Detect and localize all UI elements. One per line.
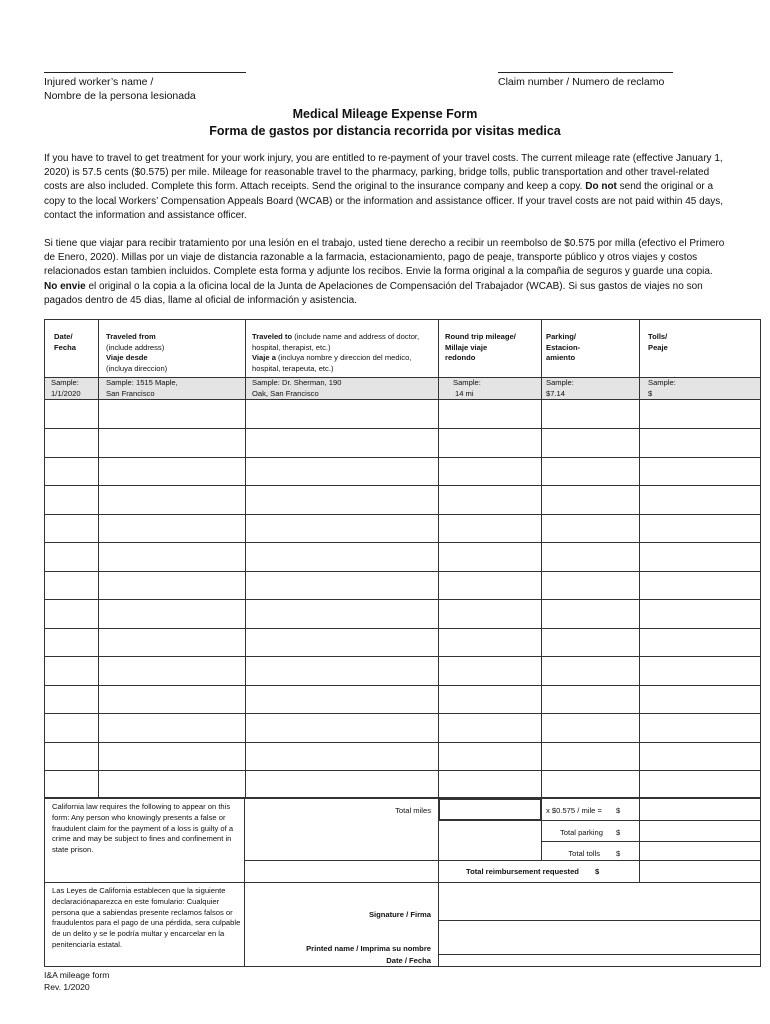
header-parking-en: Parking/: [546, 332, 576, 341]
rate-dollar: $: [616, 806, 621, 815]
totals-right-column: [541, 798, 640, 861]
intro-es-part2: el original o la copia a la oficina local de la Junta de Apelaciones de Compensación del Trabajador (WCAB). Si sus gastos de viajes no son pagados dentro de 45 dias, llame al oficial de información y asistencia.: [44, 280, 703, 306]
legal-notice-es-box: [44, 882, 245, 967]
sample-mileage: [453, 378, 481, 399]
printed-name-line: [438, 954, 761, 955]
row-divider: [45, 428, 760, 429]
header-date-es: Fecha: [54, 342, 76, 352]
row-divider: [45, 571, 760, 572]
injured-name-label-es: Nombre de la persona lesionada: [44, 90, 196, 102]
header-parking-es2: amiento: [546, 353, 576, 363]
sample-date: [51, 378, 81, 399]
row-divider: [45, 685, 760, 686]
sample-parking-label: Sample:: [546, 378, 574, 387]
date-label: Date / Fecha: [386, 956, 431, 965]
sample-mileage-value: 14 mi: [455, 388, 474, 398]
header-date-en: Date/: [54, 332, 73, 341]
footer-revision: Rev. 1/2020: [44, 982, 90, 992]
row-divider: [45, 599, 760, 600]
header-mileage-en: Round trip mileage/: [445, 332, 516, 341]
sample-from: [106, 378, 178, 399]
sample-from-line1: Sample: 1515 Maple,: [106, 378, 178, 387]
header-to-es-note2: hospital, terapeuta, etc.): [252, 363, 334, 373]
row-divider: [45, 628, 760, 629]
sample-parking-value: $7.14: [546, 388, 566, 398]
total-parking-label: Total parking: [559, 828, 603, 837]
rate-label: x $0.575 / mile =: [546, 806, 602, 815]
col-divider: [541, 320, 542, 797]
sample-from-line2: San Francisco: [106, 388, 155, 398]
legal-notice-en: California law requires the following to appear on this form: Any person who knowingly presents a false or fraudulent claim for the payment of a loss is guilty of a crime and may be subject to fines and confinement in state prison.: [52, 802, 234, 855]
header-tolls: [648, 332, 668, 353]
intro-en-part1: If you have to travel to get treatment for your work injury, you are entitled to re-payment of your travel costs. The current mileage rate (effective January 1, 2020) is 57.5 cents ($0.575) per mile. Mileage for reasonable travel to the pharmacy, parking, bridge tolls, public transportation and other travel-related costs are also included. Complete this form. Attach receipts. Send the original to the insurance company and keep a copy.: [44, 153, 723, 193]
header-traveled-to: [252, 332, 419, 374]
col-divider: [639, 320, 640, 797]
header-round-trip-mileage: [445, 332, 516, 364]
row-divider: [45, 742, 760, 743]
form-title-es: Forma de gastos por distancia recorrida por visitas medica: [209, 124, 561, 138]
signature-line: [438, 920, 761, 921]
col-divider: [438, 320, 439, 797]
injured-name-label: [44, 75, 196, 103]
header-traveled-from: [106, 332, 167, 374]
amount-column-box[interactable]: [639, 798, 761, 861]
signature-label: Signature / Firma: [368, 910, 431, 919]
header-parking: [546, 332, 580, 364]
header-date: [54, 332, 76, 353]
row-divider: [45, 656, 760, 657]
sample-to-line1: Sample: Dr. Sherman, 190: [252, 378, 342, 387]
row-divider: [45, 713, 760, 714]
header-to-en-note2: hospital, therapist, etc.): [252, 342, 331, 352]
sample-tolls-label: Sample:: [648, 378, 676, 387]
header-mileage-es1: Millaje viaje: [445, 342, 488, 352]
legal-notice-es: Las Leyes de California establecen que la siguiente declaraciónaparezca en este fomulario: Cualquier persona que a sabiendas presente reclamos falsos or fraudulentos para el pago de una pérdida, sera culpable de un delito y se le podría multar y encarcelar en la penitenciaría estatal.: [52, 886, 241, 949]
total-reimbursement-dollar: $: [595, 867, 600, 876]
intro-paragraph-es: [44, 237, 727, 308]
header-to-en: Traveled to: [252, 332, 293, 341]
date-field[interactable]: [440, 956, 759, 966]
header-tolls-en: Tolls/: [648, 332, 668, 341]
printed-name-label: Printed name / Imprima su nombre: [306, 944, 431, 953]
row-divider: [45, 770, 760, 771]
intro-paragraph-en: [44, 152, 727, 223]
header-from-es: Viaje desde: [106, 353, 148, 363]
injured-name-label-en: Injured worker’s name /: [44, 76, 154, 88]
sample-to-line2: Oak, San Francisco: [252, 388, 319, 398]
intro-es-part1: Si tiene que viajar para recibir tratamiento por una lesión en el trabajo, usted tiene derecho a recibir un reembolso de $0.575 por milla (efectivo el Primero de Enero, 2020). Millas por un viaje de distancia razonable a la farmacia, estacionamiento, pago de peaje, transporte público y otros viajes y costos relacionados estan tambien incluidos. Complete esta forma y adjunte los recibos. Envie la forma original a la compañia de seguros y guarde una copia.: [44, 238, 725, 278]
printed-name-field[interactable]: [440, 922, 759, 953]
footer: [44, 969, 109, 993]
sample-tolls-value: $: [648, 388, 653, 398]
row-divider: [45, 457, 760, 458]
injured-name-line[interactable]: [44, 72, 246, 73]
header-from-en: Traveled from: [106, 332, 156, 341]
row-divider: [45, 514, 760, 515]
total-miles-label: Total miles: [395, 806, 431, 815]
footer-form-name: I&A mileage form: [44, 970, 110, 980]
tolls-dollar: $: [616, 849, 621, 858]
row-divider: [45, 485, 760, 486]
claim-number-line[interactable]: [498, 72, 673, 73]
header-to-en-note: (include name and address of doctor,: [292, 332, 420, 341]
total-miles-field[interactable]: [438, 798, 542, 821]
col-divider: [245, 320, 246, 797]
header-to-es: Viaje a: [252, 353, 276, 363]
sample-date-value: 1/1/2020: [51, 388, 81, 398]
col-divider: [98, 320, 99, 797]
legal-notice-en-box: [44, 798, 245, 883]
header-parking-es1: Estacion-: [546, 342, 581, 352]
header-to-es-note: (incluya nombre y direccion del medico,: [275, 353, 412, 363]
sample-date-label: Sample:: [51, 378, 79, 387]
header-from-es-note: (incluya direccion): [106, 363, 168, 373]
form-title-en: Medical Mileage Expense Form: [292, 107, 478, 121]
sample-tolls: [648, 378, 676, 399]
header-tolls-es: Peaje: [648, 342, 668, 352]
intro-en-part2: send the original or a copy to the local Workers’ Compensation Appeals Board (WCAB) or the information and assistance officer. If your travel costs are not paid within 45 days, contact the information and assistance officer.: [44, 181, 724, 221]
intro-es-bold: No envie: [44, 280, 86, 292]
sample-mileage-label: Sample:: [453, 378, 481, 387]
signature-field[interactable]: [440, 884, 759, 919]
sample-to: [252, 378, 341, 399]
header-mileage-es2: redondo: [445, 353, 476, 363]
sample-parking: [546, 378, 574, 399]
row-divider: [45, 542, 760, 543]
total-tolls-label: Total tolls: [568, 849, 600, 858]
parking-dollar: $: [616, 828, 621, 837]
header-from-en-note: (include address): [106, 342, 165, 352]
reimbursement-divider: [639, 860, 640, 883]
expense-table: [44, 319, 761, 798]
total-reimbursement-label: Total reimbursement requested: [466, 867, 579, 876]
claim-number-label: Claim number / Numero de reclamo: [498, 76, 665, 88]
intro-en-bold: Do not: [585, 181, 617, 193]
